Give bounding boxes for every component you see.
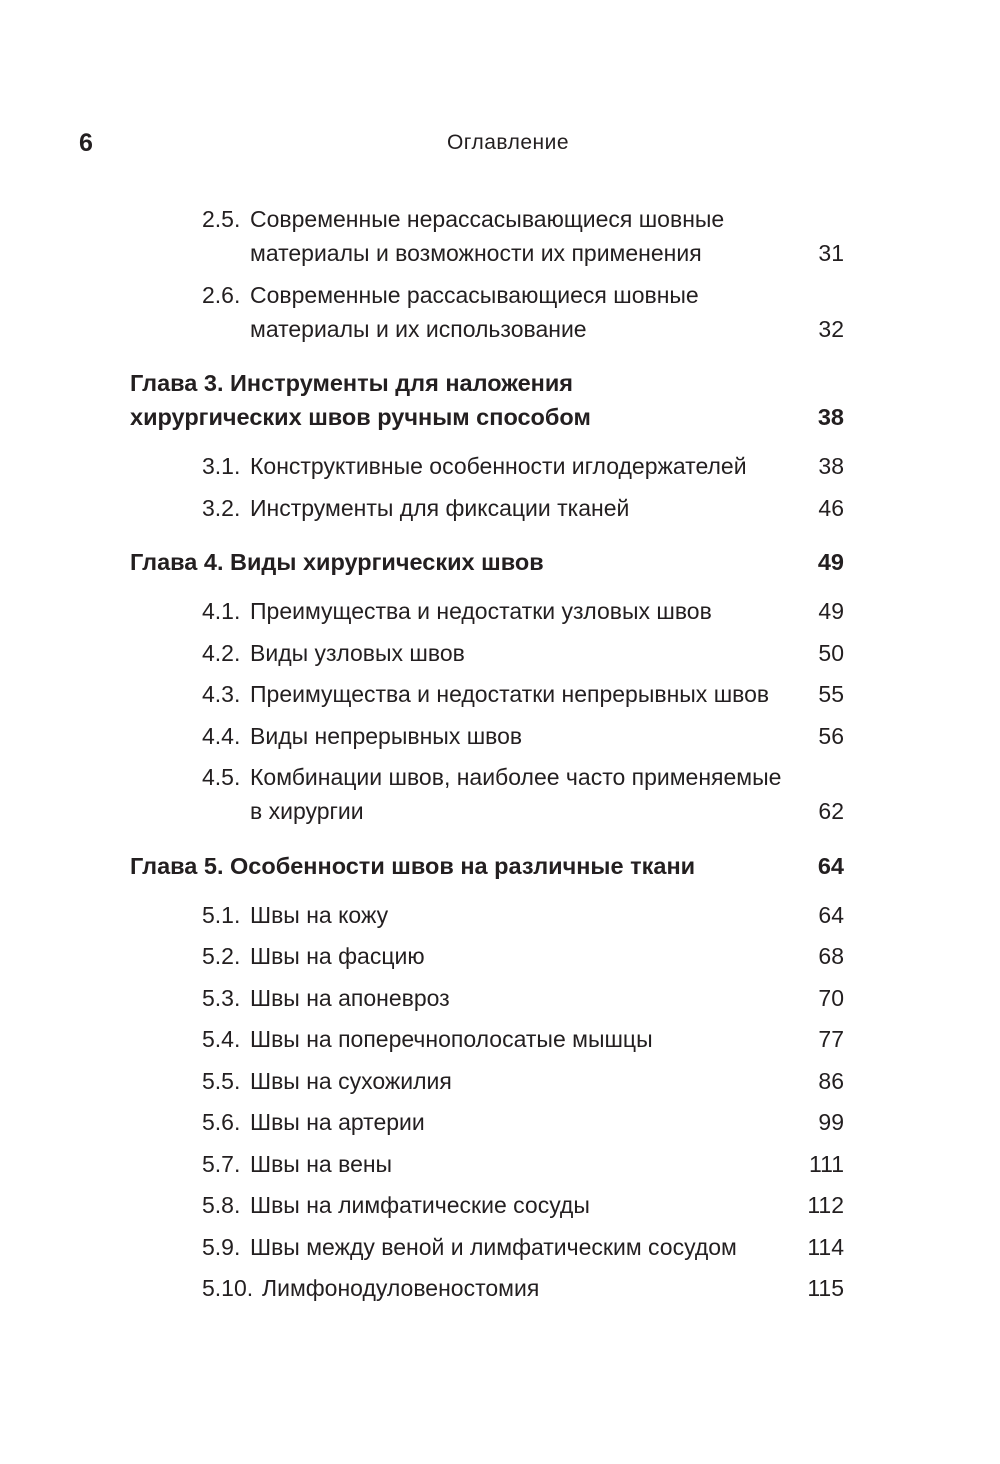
toc-chapter <box>130 366 844 434</box>
section-number: 4.3. <box>202 681 241 707</box>
page-ref: 68 <box>818 943 844 969</box>
entry-title <box>202 1271 844 1305</box>
toc-entry <box>130 1271 844 1305</box>
page-ref: 112 <box>807 1192 844 1218</box>
section-number: 5.3. <box>202 984 241 1011</box>
title-line: Виды непрерывных швов <box>250 722 523 749</box>
page-ref: 115 <box>807 1275 844 1301</box>
page-ref: 50 <box>818 639 844 666</box>
section-number: 5.1. <box>202 901 241 928</box>
title-line: Глава 4. Виды хирургических швов <box>130 549 544 575</box>
entry-title <box>202 636 844 670</box>
section-number: 4.5. <box>202 764 241 790</box>
page-ref: 64 <box>817 852 844 879</box>
toc-entry <box>130 760 844 828</box>
toc-entry <box>130 278 844 346</box>
section-number: 5.5. <box>202 1067 241 1094</box>
section-number: 5.8. <box>202 1192 241 1218</box>
section-number: 5.9. <box>202 1233 241 1260</box>
entry-title <box>130 545 844 579</box>
running-title: Оглавление <box>446 131 570 154</box>
title-line: Современные рассасывающиеся шовные <box>250 281 699 308</box>
title-line: Глава 5. Особенности швов на различные ткани <box>130 852 696 879</box>
page-ref: 77 <box>818 1026 844 1052</box>
title-line: Швы на апоневроз <box>250 984 450 1011</box>
title-line: Преимущества и недостатки непрерывных швов <box>250 681 770 707</box>
entry-title <box>202 1230 844 1264</box>
entry-title <box>202 1147 844 1181</box>
page-ref: 55 <box>818 681 844 707</box>
toc-chapter <box>130 545 844 579</box>
entry-title <box>202 719 844 753</box>
page-ref: 70 <box>818 984 844 1011</box>
entry-title <box>202 449 844 483</box>
title-line: материалы и возможности их применения <box>250 240 702 266</box>
entry-title <box>130 849 844 883</box>
section-number: 2.5. <box>202 206 241 232</box>
entry-title <box>202 1022 844 1056</box>
entry-title <box>202 981 844 1015</box>
page-ref: 114 <box>807 1233 844 1260</box>
title-line: Швы на сухожилия <box>250 1067 452 1094</box>
section-number: 4.1. <box>202 598 241 624</box>
toc-entry <box>130 491 844 525</box>
entry-title <box>202 898 844 932</box>
title-line: Преимущества и недостатки узловых швов <box>250 598 712 624</box>
section-number: 3.1. <box>202 453 241 479</box>
toc-entry <box>130 677 844 711</box>
page-ref: 86 <box>818 1067 844 1094</box>
entry-title <box>130 366 844 434</box>
entry-title <box>202 202 844 270</box>
toc-entry <box>130 202 844 270</box>
page-ref: 38 <box>818 453 844 479</box>
page-ref: 62 <box>818 798 844 824</box>
title-line: Конструктивные особенности иглодержателей <box>250 453 747 479</box>
entry-title <box>202 1064 844 1098</box>
toc-entry <box>130 1105 844 1139</box>
page-ref: 56 <box>818 722 844 749</box>
toc-entry <box>130 939 844 973</box>
toc-entry <box>130 981 844 1015</box>
title-line: Швы на кожу <box>250 901 389 928</box>
title-line: Швы на фасцию <box>250 943 425 969</box>
page-ref: 32 <box>818 315 844 342</box>
page-ref: 49 <box>818 598 844 624</box>
section-number: 4.2. <box>202 639 241 666</box>
page-number: 6 <box>79 129 93 157</box>
entry-title <box>202 278 844 346</box>
table-of-contents <box>130 202 844 1313</box>
page-ref: 38 <box>817 404 844 430</box>
page-ref: 111 <box>809 1150 844 1177</box>
page-ref: 46 <box>818 494 844 521</box>
title-line: материалы и их использование <box>250 315 587 342</box>
title-line: Современные нерассасывающиеся шовные <box>250 206 725 232</box>
toc-entry <box>130 719 844 753</box>
entry-title <box>202 594 844 628</box>
title-line: Глава 3. Инструменты для наложения <box>130 370 574 396</box>
page-ref: 99 <box>818 1109 844 1135</box>
title-line: Лимфонодуловеностомия <box>262 1275 540 1301</box>
section-number: 5.2. <box>202 943 241 969</box>
toc-entry <box>130 1022 844 1056</box>
page-ref: 31 <box>818 240 844 266</box>
entry-title <box>202 491 844 525</box>
toc-entry <box>130 1064 844 1098</box>
section-number: 5.10. <box>202 1275 254 1301</box>
title-line: Швы на лимфатические сосуды <box>250 1192 590 1218</box>
entry-title <box>202 1188 844 1222</box>
toc-entry <box>130 1230 844 1264</box>
title-line: Комбинации швов, наиболее часто применяемые <box>250 764 782 790</box>
page-ref: 64 <box>818 901 844 928</box>
section-number: 5.7. <box>202 1150 241 1177</box>
entry-title <box>202 1105 844 1139</box>
section-number: 4.4. <box>202 722 241 749</box>
entry-title <box>202 760 844 828</box>
entry-title <box>202 677 844 711</box>
section-number: 3.2. <box>202 494 241 521</box>
section-number: 5.4. <box>202 1026 241 1052</box>
page-ref: 49 <box>817 549 844 575</box>
toc-entry <box>130 1147 844 1181</box>
toc-chapter <box>130 849 844 883</box>
section-number: 2.6. <box>202 281 241 308</box>
toc-entry <box>130 898 844 932</box>
toc-entry <box>130 594 844 628</box>
section-number: 5.6. <box>202 1109 241 1135</box>
toc-entry <box>130 636 844 670</box>
title-line: хирургических швов ручным способом <box>130 404 591 430</box>
title-line: в хирургии <box>250 798 364 824</box>
title-line: Швы между веной и лимфатическим сосудом <box>250 1233 737 1260</box>
title-line: Швы на поперечнополосатые мышцы <box>250 1026 653 1052</box>
title-line: Инструменты для фиксации тканей <box>250 494 630 521</box>
title-line: Виды узловых швов <box>250 639 465 666</box>
toc-entry <box>130 1188 844 1222</box>
toc-entry <box>130 449 844 483</box>
entry-title <box>202 939 844 973</box>
title-line: Швы на вены <box>250 1150 393 1177</box>
title-line: Швы на артерии <box>250 1109 425 1135</box>
